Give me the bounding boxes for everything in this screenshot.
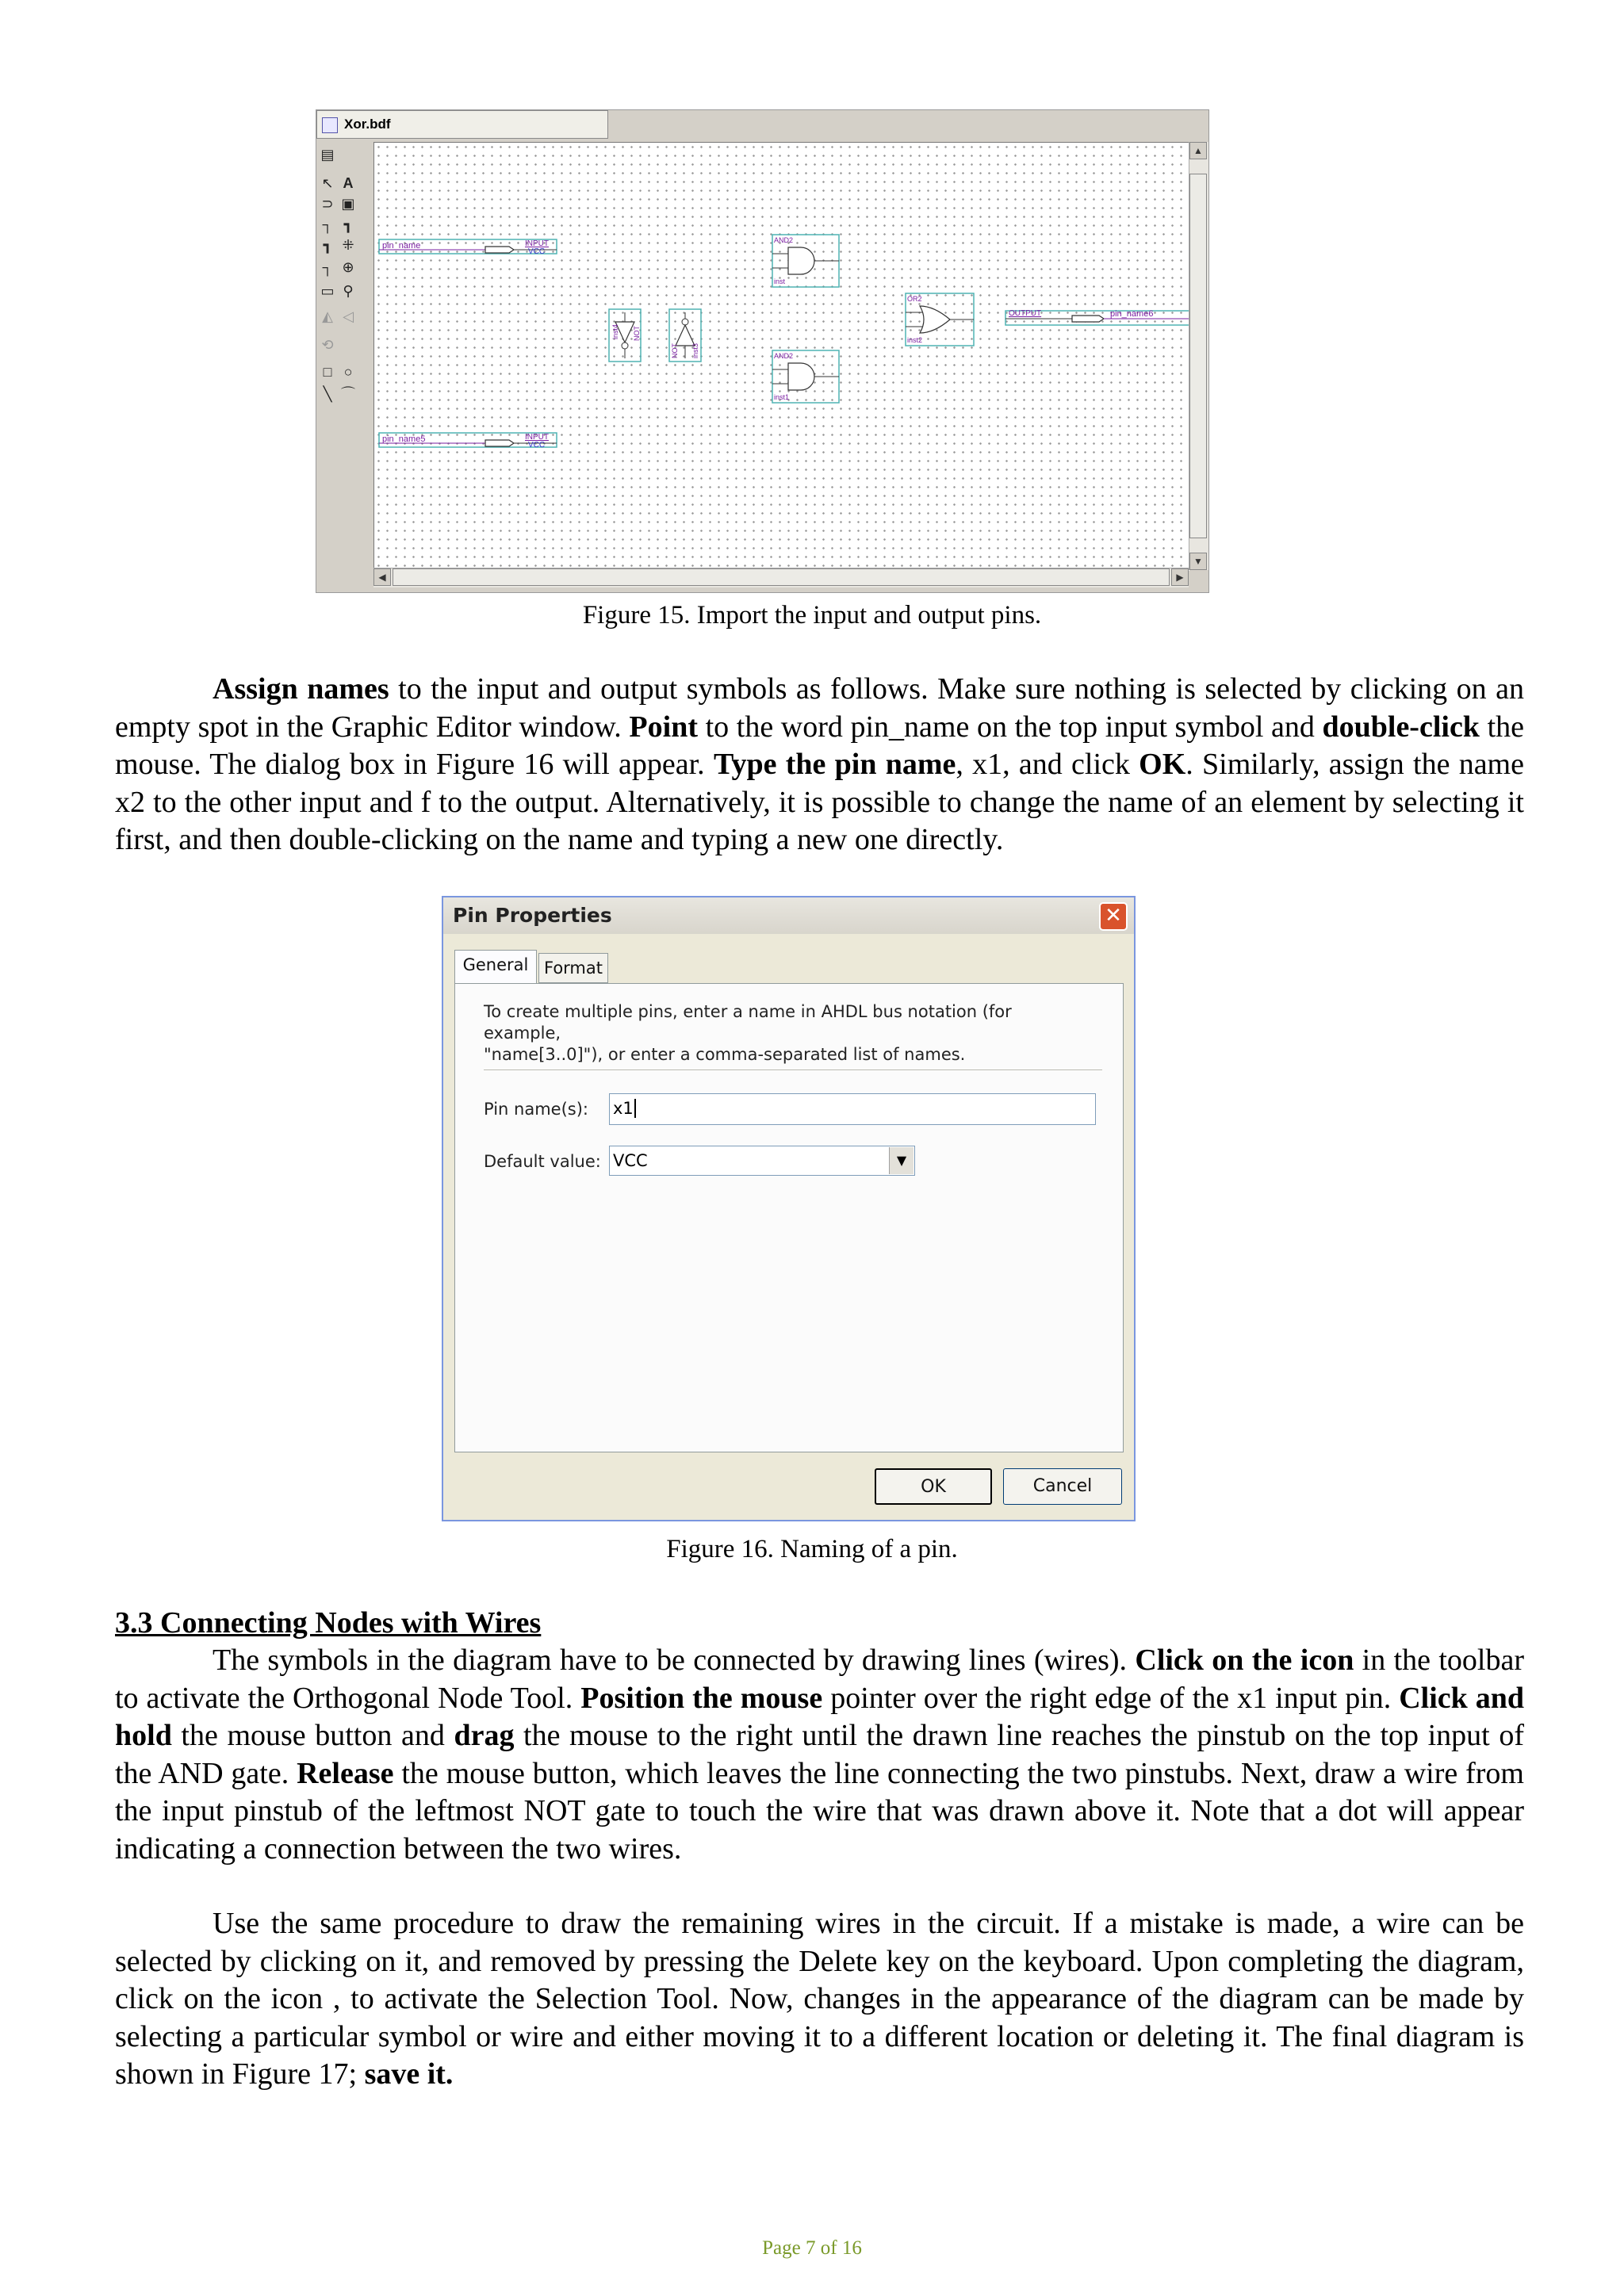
tab-format[interactable]: Format [538, 953, 608, 983]
horizontal-scroll-thumb[interactable] [393, 568, 1170, 586]
dialog-title: Pin Properties [443, 897, 1134, 934]
text-run: pointer over the right edge of the x1 input pin. [822, 1681, 1400, 1715]
paragraph-remaining-wires [115, 1905, 1524, 2094]
bold-text-run: Click and hold [115, 1681, 1525, 1752]
line-tool-icon[interactable]: ╲ [323, 386, 332, 402]
input-pin-top[interactable] [379, 239, 557, 256]
block-tool-icon[interactable]: ▣ [341, 196, 355, 212]
scroll-right-icon[interactable]: ▶ [1171, 568, 1189, 586]
not-gate-right[interactable] [669, 309, 701, 362]
hint-line-1: To create multiple pins, enter a name in AHDL bus notation (for example, [484, 1002, 1012, 1043]
selection-tool-icon[interactable]: ↖ [321, 175, 334, 191]
find-binoculars-icon[interactable]: ⚲ [343, 283, 354, 299]
rubberbanding-icon[interactable]: ⁜ [342, 237, 354, 253]
rotate-icon[interactable]: ⟲ [321, 337, 334, 353]
default-value-label: Default value: [484, 1152, 601, 1171]
page-number: Page 7 of 16 [762, 2237, 862, 2259]
default-value-selected: VCC [613, 1151, 648, 1170]
vcc-label: VCC [528, 247, 546, 256]
orthogonal-bus-tool-icon[interactable]: ┓ [343, 216, 353, 232]
not-gate-left[interactable] [609, 309, 641, 362]
full-screen-icon[interactable]: ▭ [320, 283, 335, 299]
orthogonal-node-tool-icon[interactable]: ┐ [322, 216, 333, 232]
text-caret [634, 1099, 636, 1118]
input-pin-bottom[interactable] [379, 433, 557, 450]
conduit-tool-icon[interactable]: ┓ [323, 237, 332, 253]
or-type-label: OR2 [907, 295, 922, 303]
and-inst-label: inst [774, 277, 786, 285]
or-gate[interactable] [906, 293, 974, 346]
divider [484, 1070, 1102, 1071]
bold-text-run: drag [454, 1719, 515, 1752]
tab-general[interactable]: General [454, 950, 537, 985]
partial-line-icon[interactable]: ┐ [322, 259, 333, 275]
bus-notation-hint [484, 1001, 1086, 1066]
pin-name-input[interactable] [609, 1093, 1096, 1125]
bold-text-run: save it. [364, 2057, 454, 2091]
bold-text-run: Position the mouse [580, 1681, 823, 1715]
schematic-canvas[interactable] [373, 142, 1189, 571]
section-heading: 3.3 Connecting Nodes with Wires [115, 1606, 542, 1640]
schematic-drawing [374, 143, 1189, 571]
text-run: , x1, and click [956, 748, 1139, 781]
editor-tab-title: Xor.bdf [344, 117, 391, 132]
bold-text-run: Point [629, 710, 698, 744]
pin-name5-label[interactable]: pin_name5 [382, 434, 426, 444]
horizontal-scrollbar[interactable] [373, 568, 1189, 587]
oval-tool-icon[interactable]: ○ [343, 364, 353, 380]
chevron-down-icon[interactable]: ▼ [889, 1147, 914, 1174]
text-run: the mouse button and [171, 1719, 454, 1752]
block-editor-toolbar [316, 140, 372, 562]
not-type-label: NOT [633, 326, 641, 341]
detach-window-icon[interactable]: ▤ [320, 147, 335, 163]
and-inst1-label: inst1 [774, 393, 790, 401]
scroll-left-icon[interactable]: ◀ [373, 568, 391, 586]
text-run: to the word pin_name on the top input symbol and [697, 710, 1323, 744]
bold-text-run: Click on the icon [1135, 1644, 1354, 1677]
close-icon[interactable]: ✕ [1099, 902, 1128, 931]
pin-name-label: Pin name(s): [484, 1100, 588, 1119]
bold-text-run: Release [297, 1756, 394, 1790]
output-type-label: OUTPUT [1009, 309, 1042, 318]
text-run: the mouse. The dialog box in Figure 16 will appear. [115, 710, 1524, 781]
pin-name-label[interactable]: pin_name [382, 241, 421, 251]
or-inst-label: inst2 [907, 336, 923, 344]
bold-text-run: Type the pin name [713, 748, 956, 781]
pin-properties-dialog [442, 896, 1136, 1521]
pin-name-value: x1 [613, 1099, 634, 1118]
and-gate-bottom[interactable] [772, 350, 839, 403]
ok-button[interactable]: OK [875, 1468, 992, 1505]
paragraph-assign-names [115, 671, 1524, 859]
default-value-select[interactable] [609, 1146, 915, 1176]
flip-horizontal-icon[interactable]: ◭ [322, 308, 333, 324]
text-run: . Similarly, assign the name x2 to the other input and f to the output. Alternatively, it is possible to change the name of an element by selecting it first, and then double-clicking on the name and typing a new one directly. [115, 748, 1524, 856]
graphic-editor-screenshot [316, 109, 1209, 593]
text-run: Use the same procedure to draw the remaining wires in the circuit. If a mistake is made, a wire can be selected by clicking on it, and removed by pressing the Delete key on the keyboard. Upon completing the diagram, click on the icon , to activate the Selection Tool. Now, changes in the appearance of the diagram can be made by selecting a particular symbol or wire and either moving it to a different location or deleting it. The final diagram is shown in Figure 17; [115, 1907, 1524, 2091]
symbol-tool-icon[interactable]: ⊃ [321, 196, 334, 212]
cancel-button[interactable]: Cancel [1003, 1468, 1122, 1505]
text-run: the mouse to the right until the drawn line reaches the pinstub on the top input of the AND gate. [115, 1719, 1524, 1790]
figure16-caption: Figure 16. Naming of a pin. [666, 1535, 958, 1563]
text-run: The symbols in the diagram have to be connected by drawing lines (wires). [213, 1644, 1136, 1677]
scroll-down-icon[interactable]: ▼ [1189, 553, 1207, 570]
scroll-up-icon[interactable]: ▲ [1189, 142, 1207, 159]
figure15-caption: Figure 15. Import the input and output pins. [582, 601, 1042, 629]
vertical-scroll-thumb[interactable] [1189, 174, 1207, 538]
hint-line-2: "name[3..0]"), or enter a comma-separated list of names. [484, 1045, 966, 1064]
and-type-label: AND2 [774, 236, 794, 244]
vertical-scrollbar[interactable] [1189, 142, 1208, 570]
input-type-label: INPUT [525, 433, 549, 442]
and-type-label: AND2 [774, 352, 794, 360]
not-inst3-label: inst3 [691, 342, 699, 358]
arc-tool-icon[interactable]: ⌒ [341, 386, 355, 402]
bold-text-run: Assign names [213, 672, 389, 706]
input-type-label: INPUT [525, 239, 549, 248]
flip-vertical-icon[interactable]: ◁ [343, 308, 354, 324]
not-type-label: NOT [671, 343, 679, 358]
general-tab-panel [454, 983, 1124, 1452]
not-inst4-label: inst4 [611, 323, 619, 339]
bold-text-run: OK [1139, 748, 1186, 781]
text-run: the mouse button, which leaves the line connecting the two pinstubs. Next, draw a wire from the input pinstub of the leftmost NOT gate to touch the wire that was drawn above it. Note that a dot will appear indicating a connection between the two wires. [115, 1756, 1524, 1866]
text-run: to the input and output symbols as follows. Make sure nothing is selected by clicking on an empty spot in the Graphic Editor window. [115, 672, 1524, 744]
zoom-tool-icon[interactable]: ⊕ [342, 259, 354, 275]
pin-name6-label[interactable]: pin_name6 [1110, 309, 1154, 319]
rectangle-tool-icon[interactable]: □ [323, 364, 332, 380]
and-gate-top[interactable] [772, 235, 839, 287]
vcc-label: VCC [528, 441, 546, 450]
text-tool-icon[interactable]: A [343, 175, 354, 191]
bold-text-run: double-click [1322, 710, 1480, 744]
paragraph-connecting-wires [115, 1642, 1524, 1868]
text-run: in the toolbar to activate the Orthogonal Node Tool. [115, 1644, 1524, 1715]
bdf-file-icon [322, 117, 338, 133]
output-pin[interactable] [1005, 309, 1189, 325]
editor-tab[interactable] [316, 110, 608, 139]
